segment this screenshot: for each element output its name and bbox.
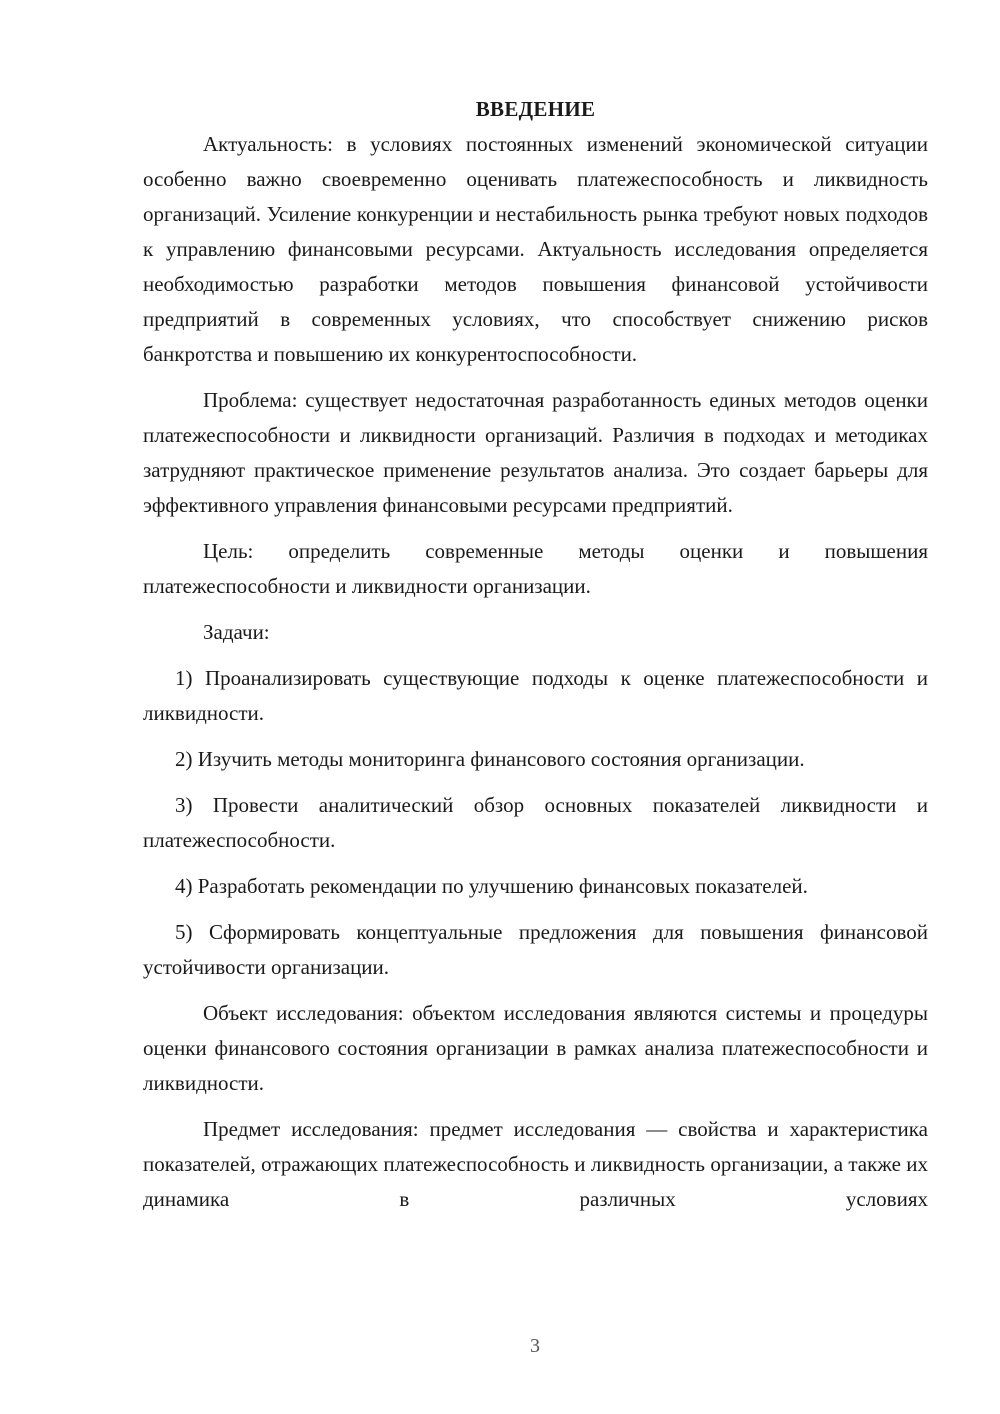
paragraph-problem: Проблема: существует недостаточная разработанность единых методов оценки платежеспособности и ликвидности организаций. Различия в подходах и методиках затрудняют практическое применение результатов анализа. Это создает барьеры для эффективного управления финансовыми ресурсами предприятий.	[143, 388, 928, 517]
task-item: 2) Изучить методы мониторинга финансового состояния организации.	[175, 747, 805, 771]
task-item: 5) Сформировать концептуальные предложения для повышения финансовой устойчивости организации.	[143, 920, 928, 979]
task-item: 3) Провести аналитический обзор основных показателей ликвидности и платежеспособности.	[143, 793, 928, 852]
paragraph-relevance: Актуальность: в условиях постоянных изменений экономической ситуации особенно важно своевременно оценивать платежеспособность и ликвидность организаций. Усиление конкуренции и нестабильность рынка требуют новых подходов к управлению финансовыми ресурсами. Актуальность исследования определяется необходимостью разработки методов повышения финансовой устойчивости предприятий в современных условиях, что способствует снижению рисков банкротства и повышению их конкурентоспособности.	[143, 132, 928, 366]
paragraph-tasks-heading: Задачи:	[203, 620, 270, 644]
section-title: ВВЕДЕНИЕ	[475, 97, 596, 121]
page-number: 3	[530, 1335, 540, 1357]
paragraph-object: Объект исследования: объектом исследования являются системы и процедуры оценки финансового состояния организации в рамках анализа платежеспособности и ликвидности.	[143, 1001, 928, 1095]
task-item: 4) Разработать рекомендации по улучшению финансовых показателей.	[175, 874, 808, 898]
paragraph-subject: Предмет исследования: предмет исследования — свойства и характеристика показателей, отражающих платежеспособность и ликвидность организации, а также их динамика в различных условиях	[143, 1117, 928, 1211]
paragraph-goal: Цель: определить современные методы оценки и повышения платежеспособности и ликвидности организации.	[143, 539, 928, 598]
task-item: 1) Проанализировать существующие подходы к оценке платежеспособности и ликвидности.	[143, 666, 928, 725]
page-content	[143, 92, 928, 1228]
